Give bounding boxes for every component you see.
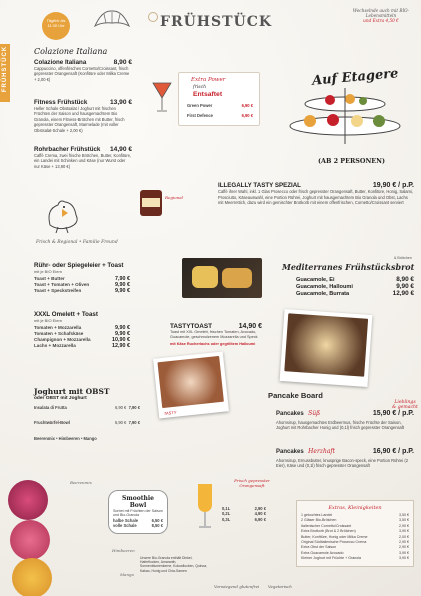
rohrbacher-price: 14,90 € — [110, 146, 132, 153]
omelett-price-2: 9,90 € — [115, 331, 130, 337]
omelett-item-2: Tomaten + Schafskäse — [34, 331, 84, 336]
omelett-item-4: Lachs + Mozzarella — [34, 343, 76, 348]
sun-icon — [148, 12, 158, 22]
brot-items — [296, 276, 414, 297]
joghurt-row2-p2: 7,90 € — [128, 420, 140, 426]
juice-price-2: 4,90 € — [254, 511, 266, 517]
footer-gluten: Vorwiegend glutenfrei — [214, 584, 260, 589]
extras-item-1: 1 gekochtes Landei — [301, 513, 333, 517]
fresh-note: Frisch & Regional • Familie Freund — [36, 240, 118, 245]
extra-power-row1-name: Green Power — [187, 103, 213, 108]
extras-item-2: 2 Gläser Bio-Brötchen — [301, 518, 337, 523]
stamp-text: Täglich bis 11:30 Uhr — [46, 18, 66, 28]
extras-price-8: 3,90 € — [399, 550, 409, 555]
juice-glass-icon — [196, 480, 214, 530]
label-mango: Mango — [120, 572, 135, 577]
footer-veg: Vegetarisch — [268, 584, 292, 589]
tastytoast-note: mit Käse Rucherlachs oder gegrilltem Halloumi — [170, 341, 256, 346]
colazione-heading: Colazione Italiana — [34, 47, 108, 56]
eggs-price-1: 7,90 € — [115, 276, 130, 282]
omelett-title: XXXL Omelett + Toast — [34, 311, 98, 318]
etagere-price: 19,90 € / p.P. — [372, 182, 414, 189]
polaroid-yogurt — [153, 352, 229, 419]
corner-note-line1: Wechselnde auch mit BIO-Lebensmitteln — [352, 8, 410, 18]
juice-size-1: 0,1L — [222, 506, 231, 511]
extras-price-3: 2,90 € — [399, 523, 409, 528]
omelett-price-1: 9,90 € — [115, 325, 130, 331]
label-himbeeren: Himbeeren — [112, 548, 135, 553]
etagere-title: Auf Etagere — [311, 66, 399, 89]
eggs-section — [34, 262, 130, 294]
omelett-item-1: Tomaten + Mozzarella — [34, 325, 82, 330]
brot-price-3: 12,90 € — [392, 290, 414, 297]
joghurt-row1-name: Insalata di Frutta — [34, 405, 67, 410]
chicken-icon — [40, 195, 90, 235]
tastytoast-price: 14,90 € — [238, 323, 262, 330]
extras-price-9: 3,90 € — [399, 556, 409, 561]
eggs-item-2: Toast + Tomaten + Oliven — [34, 282, 90, 287]
joghurt-extra: Beerenmix • Himbeeren • Mango — [34, 435, 97, 441]
brot-item-1: Guacamole, Ei — [296, 277, 335, 283]
extras-item-3: Italienischer Cornetto/Croissant — [301, 523, 352, 528]
juice-prices — [222, 506, 266, 522]
joghurt-row2-name: Fruchtwürfel-Bowl — [34, 420, 70, 426]
tastytoast-title: TASTYTOAST — [170, 323, 213, 330]
omelett-price-4: 12,90 € — [112, 343, 130, 349]
joghurt-row2-p1: 6,90 € — [114, 420, 127, 426]
side-tab-label: FRÜHSTÜCK — [2, 45, 8, 93]
label-beerenmix: Beerenmix — [70, 480, 92, 485]
regional-note: Regional — [165, 195, 183, 200]
etagere-subtitle: (AB 2 PERSONEN) — [318, 157, 386, 165]
extras-price-2: 3,50 € — [399, 518, 409, 523]
extra-power-card — [178, 72, 260, 126]
pancake-salty-desc: Ahornsirup, Ernussbutter, knusprige Bacon-speck, eine Portion Rührei (2 Eier), Käse und (0,1l) frisch gepresster Orangensaft — [276, 458, 408, 469]
smoothie-desc: Sorbet mit Früchten der Saison und Bio-Granola — [113, 509, 163, 518]
brot-price-1: 8,90 € — [396, 276, 414, 283]
smoothie-row1-name: halbe Schale — [113, 517, 139, 523]
cocktail-icon — [150, 80, 174, 114]
joghurt-title: Joghurt mit OBST — [34, 387, 110, 396]
extra-power-row2-name: First Defence — [187, 113, 213, 118]
omelett-section — [34, 311, 130, 349]
extra-power-row1-price: 6,90 € — [241, 103, 253, 108]
extra-power-title: Extra Power — [191, 77, 226, 83]
fitness-price: 13,90 € — [110, 99, 132, 106]
bowl-beerenmix — [8, 480, 48, 520]
omelett-subtitle: mit je BIO Eiern — [34, 318, 63, 323]
extras-title: Extras, Kleinigkeiten — [328, 505, 382, 511]
extras-price-1: 3,50 € — [399, 513, 409, 517]
bowl-himbeeren — [10, 520, 50, 560]
side-tab — [0, 44, 10, 102]
joghurt-subtitle: oder OBST mit Joghurt — [34, 396, 87, 401]
croissant-icon — [92, 6, 132, 32]
omelett-price-3: 10,90 € — [112, 337, 130, 343]
bowl-mango — [12, 558, 52, 596]
tastytoast-desc: Toast mit XXL Omelett, frischen Tomaten, Avocado, Guacamole, geschmolzenem Mozzarella und Speck — [170, 330, 258, 339]
pancake-salty-tag: Herzhaft — [308, 448, 336, 455]
item-colazione — [34, 47, 132, 56]
pancake-title: Pancake Board — [268, 391, 323, 400]
pancake-salty — [276, 440, 414, 469]
eggs-title: Rühr- oder Spiegeleier + Toast — [34, 262, 124, 269]
item-fitness — [34, 99, 132, 133]
etagere-illustration — [275, 84, 415, 154]
pancake-sweet-label: Pancakes — [276, 411, 304, 417]
extras-item-4: Extra Brotkorb (Brot & 2 Brötchen) — [301, 529, 356, 534]
juice-size-2: 0,2L — [222, 511, 231, 517]
pancake-sweet — [276, 402, 414, 431]
extras-price-4: 3,90 € — [399, 529, 409, 534]
extra-power-row2-price: 6,90 € — [241, 113, 253, 118]
omelett-item-3: Champignon + Mozzarella — [34, 337, 91, 342]
juice-title: Frisch gepresster Orangensaft — [234, 478, 270, 488]
corner-note — [348, 8, 414, 23]
pancake-sweet-desc: Ahornsirup, hausgemachtes Erdbeermus, frische Früchte der Saison, Joghurt mit Rohrbacher Honig und (0,1l) frisch gepresster Orangensaft — [276, 420, 405, 431]
extras-item-9: Kleiner Joghurt mit Früchte + Granola — [301, 556, 362, 561]
hours-stamp — [42, 12, 70, 40]
corner-note-line2: und Extra 4,50 € — [363, 18, 399, 23]
extras-price-7: 2,90 € — [399, 545, 409, 550]
joghurt-row1-p2: 7,90 € — [128, 405, 140, 410]
extras-box — [296, 500, 414, 567]
polaroid-pancake — [280, 309, 373, 387]
brot-item-2: Guacamole, Halloumi — [296, 284, 353, 290]
juice-price-1: 2,90 € — [254, 506, 266, 511]
fitness-desc: Heller Schale Obstsalat / Joghurt mit frischen Früchten der Saison und hausgemachtem Bio Granola, einem Fitness-Brötchen mit Butter, frisch gepresster Orangensaft, Marmelade (mit voller Obstsalat-Schale + 2,00 €) — [34, 106, 125, 133]
extra-power-label: Entsaftet — [193, 91, 223, 98]
smoothie-row2-price: 8,50 € — [151, 523, 163, 529]
eggs-photo — [182, 258, 262, 298]
rohrbacher-title: Rohrbacher Frühstück — [34, 146, 101, 153]
smoothie-title: Smoothie Bowl — [122, 495, 154, 509]
extra-power-subtitle: frisch — [193, 85, 206, 90]
smoothie-row1-price: 6,50 € — [151, 517, 163, 523]
pancake-photo-note: Lieblings & gemacht — [392, 400, 418, 410]
colazione-desc: Cappuccino, offenfrisches Cornetto/Croissant, frisch gepresster Orangensaft (Konfitüre oder Milka Creme + 2,00 €) — [34, 66, 130, 82]
fitness-title: Fitness Frühstück — [34, 99, 88, 106]
eggs-price-3: 9,90 € — [115, 288, 130, 294]
etagere-item — [218, 182, 414, 206]
footnote: Unsere Bio-Granola enthält Dinkel, Haferflocken, Amaranth, Sonnenblumenkerne, Kokosflocken, Quinoa, Kakao, Honig und Chia-Samen — [140, 556, 208, 573]
joghurt-row1-p1: 6,90 € — [114, 405, 127, 410]
pancake-sweet-price: 15,90 € / p.P. — [372, 410, 414, 417]
extras-item-6: Original Süditalienische Prosecco Crema — [301, 540, 367, 545]
pancake-sweet-tag: Süß — [308, 410, 321, 417]
etagere-desc: Caffè ihrer Wahl, inkl. 1 Glas Prosecco oder frisch gepresster Orangensaft, Butter, Konfitüre, Honig, Salami, Prosciutto, Käseauswahl, eine Portion Rührei, Joghurt mit hausgemachtem Bio Granola und Obst, Lachs mit Meerrettich, dazu wird ein gemischter Brotkorb mit einem offenfrischen, Cornetto/Croissant serviert — [218, 189, 413, 206]
brot-item-3: Guacamole, Burrata — [296, 291, 350, 297]
extras-price-5: 2,00 € — [399, 534, 409, 539]
juice-price-3: 6,90 € — [254, 516, 266, 522]
smoothie-row2-name: volle Schale — [113, 523, 137, 529]
left-items — [34, 47, 132, 59]
juice-size-3: 0,3L — [222, 516, 231, 522]
brot-price-2: 9,90 € — [396, 283, 414, 290]
colazione-title: Colazione Italiana — [34, 59, 87, 66]
smoothie-card — [108, 490, 168, 534]
honey-jar-icon — [140, 190, 162, 216]
extras-item-7: Extra Obst der Saison — [301, 545, 337, 550]
tastytoast-section — [170, 323, 262, 347]
item-rohrbacher — [34, 146, 132, 169]
page-title: FRÜHSTÜCK — [160, 14, 273, 30]
extras-item-5: Butter, Konfitüre, Honig oder Milka Creme — [301, 534, 368, 539]
eggs-item-3: Toast + Speckstreifen — [34, 288, 82, 293]
brot-note: & Brötchen — [394, 256, 412, 260]
extras-price-6: 2,90 € — [399, 540, 409, 545]
eggs-item-1: Toast + Butter — [34, 276, 65, 281]
eggs-price-2: 9,90 € — [115, 282, 130, 288]
item-colazione-body — [34, 59, 132, 82]
colazione-price: 8,90 € — [113, 59, 132, 66]
extras-item-8: Extra Guacamole Avocado — [301, 550, 344, 555]
rohrbacher-desc: Caffè Crema, zwei frische Brötchen, Butter, Konfitüre, ein Landei mit Schinken und Käse (nur Wurst oder nur Käse + 13,90 €) — [34, 153, 132, 169]
eggs-subtitle: mit je BIO Eiern — [34, 269, 63, 274]
pancake-salty-label: Pancakes — [276, 449, 304, 455]
etagere-name: ILLEGALLY TASTY SPEZIAL — [218, 182, 301, 189]
pancake-salty-price: 16,90 € / p.P. — [372, 448, 414, 455]
joghurt-section — [34, 387, 140, 441]
polaroid-caption-1: TASTY — [163, 409, 177, 416]
brot-title: Mediterranes Frühstücksbrot — [282, 262, 415, 272]
